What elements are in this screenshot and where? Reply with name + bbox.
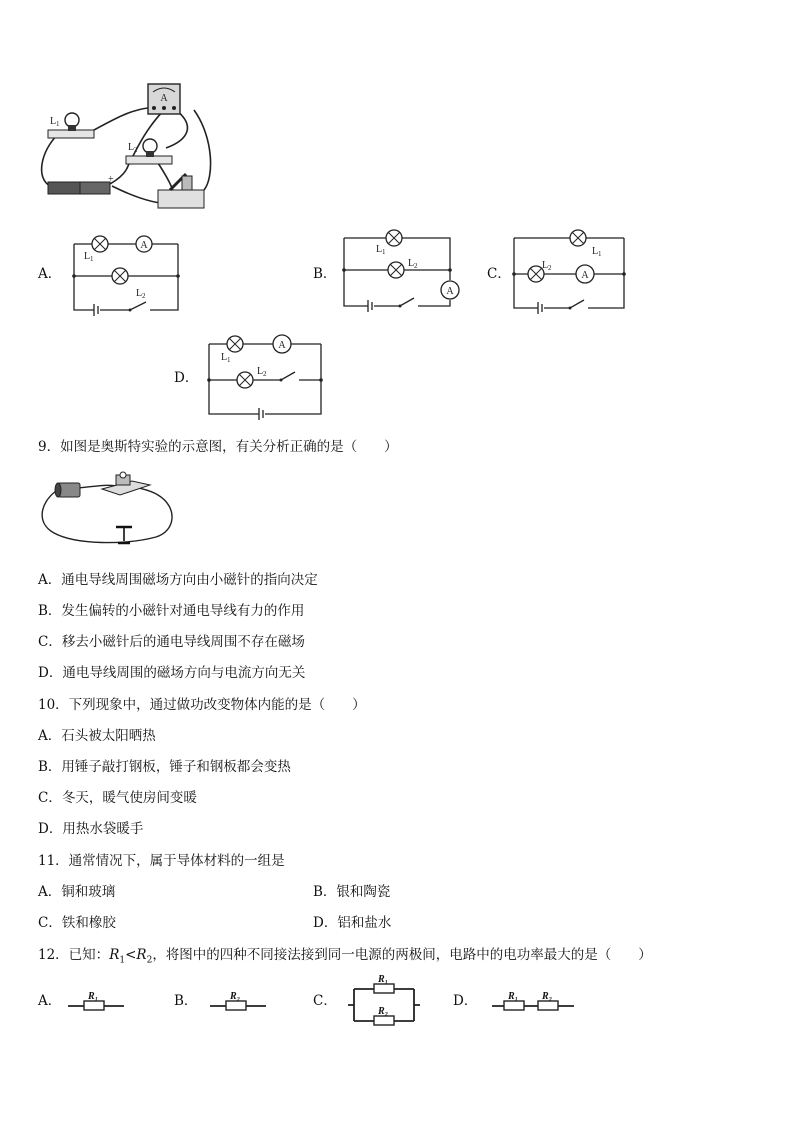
- q12-option-c-label[interactable]: C．: [313, 993, 337, 1009]
- oersted-experiment-figure: [36, 463, 176, 555]
- ammeter-icon: [441, 281, 459, 299]
- svg-text:L: L: [542, 260, 549, 271]
- svg-text:A: A: [581, 270, 589, 281]
- svg-text:L: L: [50, 116, 57, 127]
- ammeter-device: [148, 84, 180, 114]
- svg-text:A: A: [140, 240, 148, 251]
- q11-option-b[interactable]: B．银和陶瓷: [313, 884, 391, 900]
- svg-text:2: 2: [414, 262, 418, 270]
- q10-option-b[interactable]: B．用锤子敲打钢板，锤子和钢板都会变热: [38, 759, 291, 775]
- svg-text:2: 2: [263, 370, 267, 378]
- q9-option-c[interactable]: C．移去小磁针后的通电导线周围不存在磁场: [38, 634, 305, 650]
- resistor-r1: [504, 1001, 524, 1010]
- circuit-apparatus-figure: [36, 78, 216, 213]
- svg-text:L: L: [257, 366, 264, 377]
- svg-text:A: A: [160, 93, 168, 104]
- compass-needle-device: [116, 527, 132, 543]
- lamp-icon: [237, 372, 253, 388]
- switch-device: [158, 174, 204, 208]
- lamp-icon: [92, 236, 108, 252]
- q10-option-a[interactable]: A．石头被太阳晒热: [38, 728, 156, 744]
- q11-option-c[interactable]: C．铁和橡胶: [38, 915, 116, 931]
- q12-option-a-label[interactable]: A．: [38, 993, 62, 1009]
- q12-option-b-circuit[interactable]: [208, 990, 268, 1014]
- r1-symbol: R: [109, 947, 120, 963]
- svg-text:1: 1: [90, 255, 94, 263]
- q8-option-b-label[interactable]: B．: [313, 266, 337, 282]
- q12-option-d-circuit[interactable]: [490, 990, 576, 1014]
- svg-text:R₁: R₁: [88, 991, 99, 1002]
- q12-option-c-circuit[interactable]: [346, 975, 422, 1031]
- q12-stem-prefix: 12．已知：: [38, 947, 110, 963]
- svg-text:2: 2: [134, 146, 138, 154]
- svg-text:2: 2: [548, 264, 552, 272]
- lamp-l2-device: [126, 139, 172, 164]
- svg-text:2: 2: [142, 292, 146, 300]
- q10-option-d[interactable]: D．用热水袋暖手: [38, 821, 144, 837]
- q8-option-c-label[interactable]: C．: [487, 266, 511, 282]
- q9-option-d[interactable]: D．通电导线周围的磁场方向与电流方向无关: [38, 665, 306, 681]
- svg-text:R₂: R₂: [378, 1006, 389, 1017]
- q8-option-b-circuit[interactable]: [340, 230, 462, 318]
- q9-stem: 9．如图是奥斯特实验的示意图，有关分析正确的是（ ）: [38, 439, 398, 455]
- svg-text:L: L: [221, 352, 228, 363]
- svg-text:1: 1: [227, 356, 231, 364]
- q12-option-d-label[interactable]: D．: [453, 993, 478, 1009]
- battery-pack: [48, 174, 114, 194]
- q12-option-b-label[interactable]: B．: [174, 993, 198, 1009]
- lamp-icon: [388, 262, 404, 278]
- resistor-r1: [84, 1001, 104, 1010]
- lamp-icon: [386, 230, 402, 246]
- lamp-icon: [570, 230, 586, 246]
- q11-option-d[interactable]: D．铝和盐水: [313, 915, 392, 931]
- resistor-r1: [374, 984, 394, 993]
- svg-text:R₂: R₂: [542, 991, 553, 1002]
- svg-text:L: L: [408, 258, 415, 269]
- q8-option-a-label[interactable]: A．: [38, 266, 62, 282]
- less-than-sign: <: [125, 947, 137, 963]
- q8-option-a-circuit[interactable]: [70, 232, 182, 314]
- q8-option-d-label[interactable]: D．: [174, 370, 199, 386]
- svg-text:L: L: [84, 251, 91, 262]
- svg-text:1: 1: [598, 250, 602, 258]
- svg-text:L: L: [376, 244, 383, 255]
- q9-option-a[interactable]: A．通电导线周围磁场方向由小磁针的指向决定: [38, 572, 318, 588]
- lamp-icon: [112, 268, 128, 284]
- svg-text:+: +: [108, 174, 114, 185]
- lamp-icon: [227, 336, 243, 352]
- q8-option-c-circuit[interactable]: [510, 228, 628, 316]
- q10-option-c[interactable]: C．冬天，暖气使房间变暖: [38, 790, 197, 806]
- q12-option-a-circuit[interactable]: [66, 990, 126, 1014]
- svg-text:R₁: R₁: [378, 974, 389, 985]
- svg-text:L: L: [592, 246, 599, 257]
- r2-subscript: 2: [146, 955, 153, 966]
- resistor-r2: [374, 1016, 394, 1025]
- r1-subscript: 1: [119, 955, 126, 966]
- svg-text:1: 1: [56, 120, 60, 128]
- svg-text:L: L: [128, 142, 135, 153]
- resistor-r2: [538, 1001, 558, 1010]
- svg-text:A: A: [278, 340, 286, 351]
- ammeter-icon: [136, 236, 152, 252]
- q8-option-d-circuit[interactable]: [205, 332, 325, 418]
- switch-device: [102, 472, 150, 495]
- svg-text:1: 1: [382, 248, 386, 256]
- q10-stem: 10．下列现象中，通过做功改变物体内能的是（ ）: [38, 697, 366, 713]
- svg-text:L: L: [136, 288, 143, 299]
- q11-stem: 11．通常情况下，属于导体材料的一组是: [38, 853, 285, 869]
- svg-text:R₁: R₁: [508, 991, 519, 1002]
- battery-device: [55, 483, 80, 497]
- q9-option-b[interactable]: B．发生偏转的小磁针对通电导线有力的作用: [38, 603, 305, 619]
- q12-stem: [38, 946, 652, 970]
- ammeter-icon: [576, 265, 594, 283]
- q11-option-a[interactable]: A．铜和玻璃: [38, 884, 116, 900]
- svg-text:A: A: [446, 286, 454, 297]
- resistor-r2: [226, 1001, 246, 1010]
- svg-text:R₂: R₂: [230, 991, 241, 1002]
- ammeter-icon: [273, 335, 291, 353]
- r2-symbol: R: [136, 947, 147, 963]
- q12-stem-suffix: ，将图中的四种不同接法接到同一电源的两极间，电路中的电功率最大的是（ ）: [152, 947, 652, 963]
- lamp-l1-device: [48, 113, 94, 138]
